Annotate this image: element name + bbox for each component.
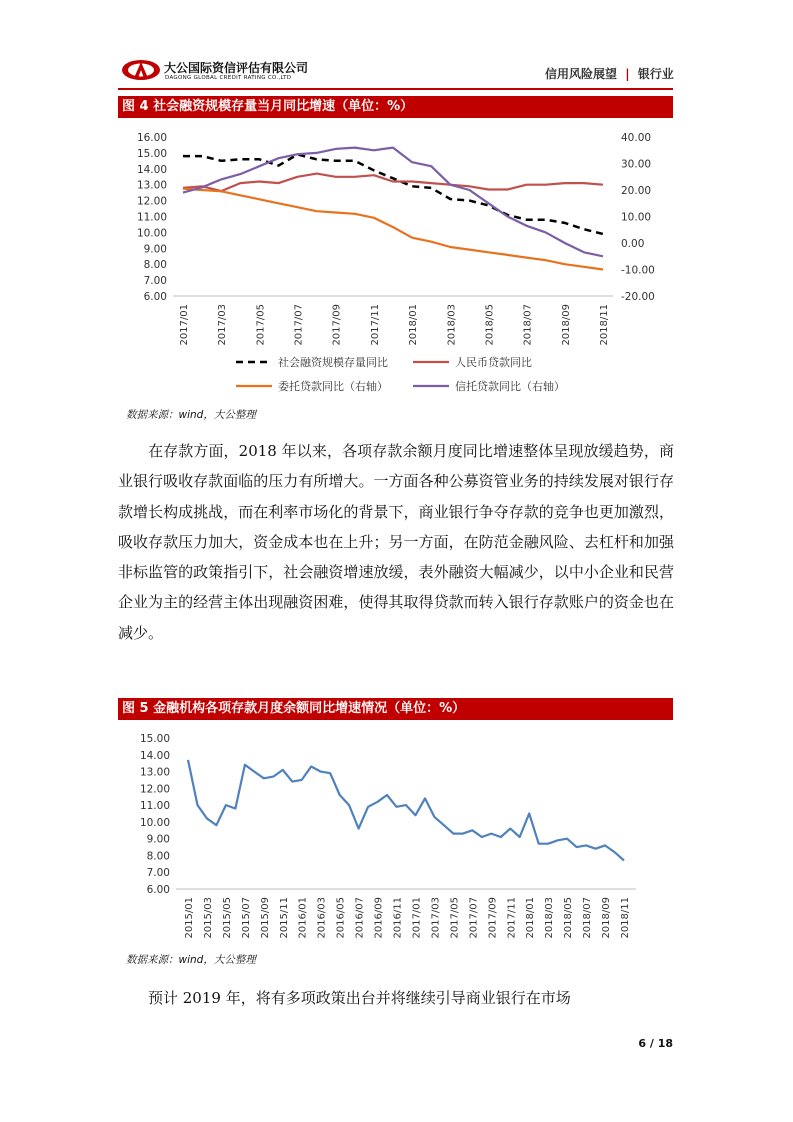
x-tick-label: 2015/11: [278, 897, 290, 939]
y-tick-label: 14.00: [139, 749, 170, 762]
y-tick-label: 11.00: [139, 800, 170, 813]
x-tick-label: 2018/03: [446, 304, 458, 346]
left-y-tick-label: 16.00: [136, 132, 167, 144]
y-tick-label: 12.00: [139, 783, 170, 796]
right-y-tick-label: 30.00: [621, 158, 652, 171]
y-tick-label: 7.00: [146, 867, 170, 880]
x-tick-label: 2018/01: [408, 304, 420, 346]
right-y-tick-label: -10.00: [621, 264, 655, 277]
left-y-tick-label: 10.00: [136, 227, 167, 240]
legend-label: 社会融资规模存量同比: [278, 356, 388, 369]
legend-label: 委托贷款同比（右轴）: [278, 380, 388, 393]
x-tick-label: 2016/01: [297, 897, 309, 939]
x-tick-label: 2017/07: [468, 897, 480, 939]
x-tick-label: 2017/05: [449, 897, 461, 939]
legend-label: 人民币贷款同比: [455, 356, 532, 369]
x-tick-label: 2015/05: [221, 897, 233, 939]
series-line-0: [183, 155, 603, 235]
x-tick-label: 2018/09: [601, 897, 613, 939]
figure5-source: 数据来源：wind，大公整理: [126, 954, 256, 966]
x-tick-label: 2017/09: [331, 304, 343, 346]
x-tick-label: 2016/05: [335, 897, 347, 939]
x-tick-label: 2016/11: [392, 897, 404, 939]
page-number: 6 / 18: [638, 1037, 673, 1050]
figure5-chart: [118, 722, 673, 947]
x-tick-label: 2018/07: [582, 897, 594, 939]
x-tick-label: 2017/09: [487, 897, 499, 939]
company-logo-icon: [120, 58, 162, 82]
x-tick-label: 2016/03: [316, 897, 328, 939]
x-tick-label: 2015/01: [184, 897, 195, 939]
x-tick-label: 2017/11: [369, 304, 381, 346]
right-y-tick-label: -20.00: [621, 291, 655, 303]
x-tick-label: 2015/09: [259, 897, 271, 939]
x-tick-label: 2017/03: [430, 897, 442, 939]
paragraph1-text: 在存款方面，2018 年以来，各项存款余额月度同比增速整体呈现放缓趋势，商业银行吸收存款面临的压力有所增大。一方面各种公募资管业务的持续发展对银行存款增长构成挑战，而在利率市场化的背景下，商业银行争夺存款的竞争也更加激烈，吸收存款压力加大，资金成本也在上升；另一方面，在防范金融风险、去杠杆和加强非标监管的政策指引下，社会融资增速放缓，表外融资大幅减少，以中小企业和民营企业为主的经营主体出现融资困难，使得其取得贷款而转入银行存款账户的资金也在减少。: [118, 442, 674, 642]
legend-label: 信托贷款同比（右轴）: [455, 380, 565, 393]
left-y-tick-label: 7.00: [143, 275, 167, 288]
x-tick-label: 2017/11: [506, 897, 518, 939]
left-y-tick-label: 13.00: [136, 179, 167, 192]
y-tick-label: 9.00: [146, 833, 170, 846]
x-tick-label: 2017/03: [217, 304, 229, 346]
x-tick-label: 2015/07: [240, 897, 252, 939]
series-line-1: [183, 174, 603, 192]
left-y-tick-label: 14.00: [136, 163, 167, 176]
x-tick-label: 2018/09: [560, 304, 572, 346]
y-tick-label: 13.00: [139, 766, 170, 779]
right-y-tick-label: 10.00: [621, 211, 652, 224]
right-y-tick-label: 0.00: [621, 238, 645, 250]
left-y-tick-label: 9.00: [143, 243, 167, 256]
report-series: 信用风险展望: [545, 67, 618, 81]
x-tick-label: 2016/07: [354, 897, 366, 939]
y-tick-label: 8.00: [146, 850, 170, 863]
sector-label: 银行业: [637, 67, 674, 81]
series-line-0: [188, 760, 624, 861]
left-y-tick-label: 11.00: [136, 211, 167, 224]
x-tick-label: 2018/11: [620, 897, 631, 939]
left-y-tick-label: 12.00: [136, 195, 167, 208]
x-tick-label: 2018/11: [599, 304, 610, 346]
header-separator: |: [625, 67, 630, 81]
header-right: [545, 65, 674, 82]
right-y-tick-label: 40.00: [621, 132, 652, 144]
x-tick-label: 2018/05: [484, 304, 496, 346]
company-name-cn: 大公国际资信评估有限公司: [164, 61, 309, 75]
left-y-tick-label: 6.00: [143, 291, 167, 303]
figure4-title: 图 4 社会融资规模存量当月同比增速（单位：%）: [118, 96, 673, 118]
company-name-en: DAGONG GLOBAL CREDIT RATING CO.,LTD: [165, 75, 292, 81]
body-paragraph-2: [118, 983, 674, 1013]
left-y-tick-label: 8.00: [143, 259, 167, 272]
left-y-tick-label: 15.00: [136, 147, 167, 160]
x-tick-label: 2016/09: [373, 897, 385, 939]
y-tick-label: 6.00: [146, 884, 170, 896]
x-tick-label: 2017/01: [411, 897, 423, 939]
y-tick-label: 15.00: [139, 733, 170, 745]
right-y-tick-label: 20.00: [621, 185, 652, 197]
x-tick-label: 2015/03: [202, 897, 214, 939]
body-paragraph: [118, 436, 674, 648]
figure4-chart: [118, 120, 673, 405]
x-tick-label: 2018/05: [563, 897, 575, 939]
x-tick-label: 2017/07: [293, 304, 305, 346]
figure5-title: 图 5 金融机构各项存款月度余额同比增速情况（单位：%）: [118, 698, 673, 720]
header-rule: [118, 88, 673, 90]
figure4-source: 数据来源：wind，大公整理: [126, 409, 256, 421]
series-line-3: [183, 148, 603, 257]
x-tick-label: 2018/07: [522, 304, 534, 346]
y-tick-label: 10.00: [139, 816, 170, 829]
x-tick-label: 2017/01: [179, 304, 190, 346]
x-tick-label: 2018/01: [525, 897, 537, 939]
series-line-2: [183, 189, 603, 270]
paragraph2-text: 预计 2019 年，将有多项政策出台并将继续引导商业银行在市场: [148, 989, 571, 1007]
x-tick-label: 2018/03: [544, 897, 556, 939]
x-tick-label: 2017/05: [255, 304, 267, 346]
